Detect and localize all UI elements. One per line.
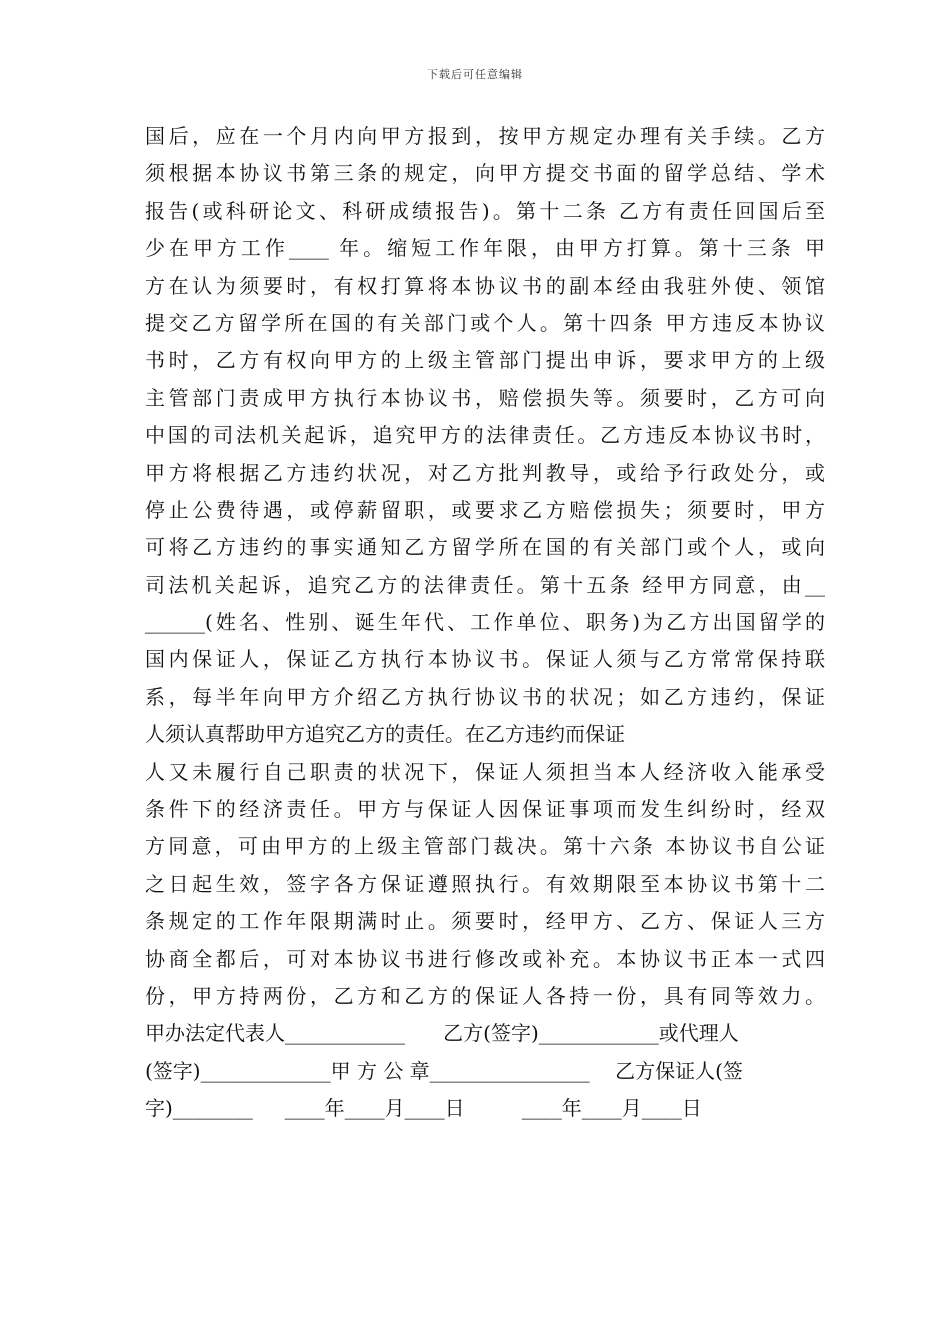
body-line: 条件下的经济责任。甲方与保证人因保证事项而发生纠纷时，经双 [145,797,825,822]
body-line: 之日起生效，签字各方保证遵照执行。有效期限至本协议书第十二 [145,871,825,896]
body-line: 主管部门责成甲方执行本协议书，赔偿损失等。须要时，乙方可向 [145,385,825,410]
body-line: 系，每半年向甲方介绍乙方执行协议书的状况；如乙方违约，保证 [145,684,825,709]
body-line: 提交乙方留学所在国的有关部门或个人。第十四条 甲方违反本协议 [145,310,825,335]
body-line: 可将乙方违约的事实通知乙方留学所在国的有关部门或个人，或向 [145,535,825,560]
body-line: 司法机关起诉，追究乙方的法律责任。第十五条 经甲方同意，由__ [145,572,825,597]
body-line: 国内保证人，保证乙方执行本协议书。保证人须与乙方常常保持联 [145,647,825,672]
body-line: 份，甲方持两份，乙方和乙方的保证人各持一份，具有同等效力。 [145,983,825,1008]
body-line: 方在认为须要时，有权打算将本协议书的副本经由我驻外使、领馆 [145,273,825,298]
signature-line: 甲办法定代表人____________ 乙方(签字)____________或代理人 [145,1021,739,1046]
signature-line: (签字)_____________甲 方 公 章________________ 乙方保证人(签 [145,1058,743,1083]
body-line: 方同意，可由甲方的上级主管部门裁决。第十六条 本协议书自公证 [145,834,825,859]
body-line: 人又未履行自己职责的状况下，保证人须担当本人经济收入能承受 [145,759,825,784]
body-line: 国后，应在一个月内向甲方报到，按甲方规定办理有关手续。乙方 [145,124,825,148]
body-line: 须根据本协议书第三条的规定，向甲方提交书面的留学总结、学术 [145,161,825,186]
signature-line: 字)________ ____年____月____日 ____年____月____日 [145,1096,702,1121]
body-line: 书时，乙方有权向甲方的上级主管部门提出申诉，要求甲方的上级 [145,348,825,373]
body-line: 甲方将根据乙方违约状况，对乙方批判教导，或给予行政处分，或 [145,460,825,485]
body-line: 少在甲方工作____ 年。缩短工作年限，由甲方打算。第十三条 甲 [145,236,825,261]
body-line: 协商全都后，可对本协议书进行修改或补充。本协议书正本一式四 [145,946,825,971]
body-line: 报告(或科研论文、科研成绩报告)。第十二条 乙方有责任回国后至 [145,198,825,223]
body-line: ______(姓名、性别、诞生年代、工作单位、职务)为乙方出国留学的 [145,610,825,635]
body-line: 条规定的工作年限期满时止。须要时，经甲方、乙方、保证人三方 [145,909,825,934]
body-line: 停止公费待遇，或停薪留职，或要求乙方赔偿损失；须要时，甲方 [145,497,825,522]
document-body [145,118,825,1128]
body-line: 中国的司法机关起诉，追究甲方的法律责任。乙方违反本协议书时， [145,423,825,448]
body-line: 人须认真帮助甲方追究乙方的责任。在乙方违约而保证 [145,722,625,747]
page-header: 下载后可任意编辑 [427,68,523,81]
